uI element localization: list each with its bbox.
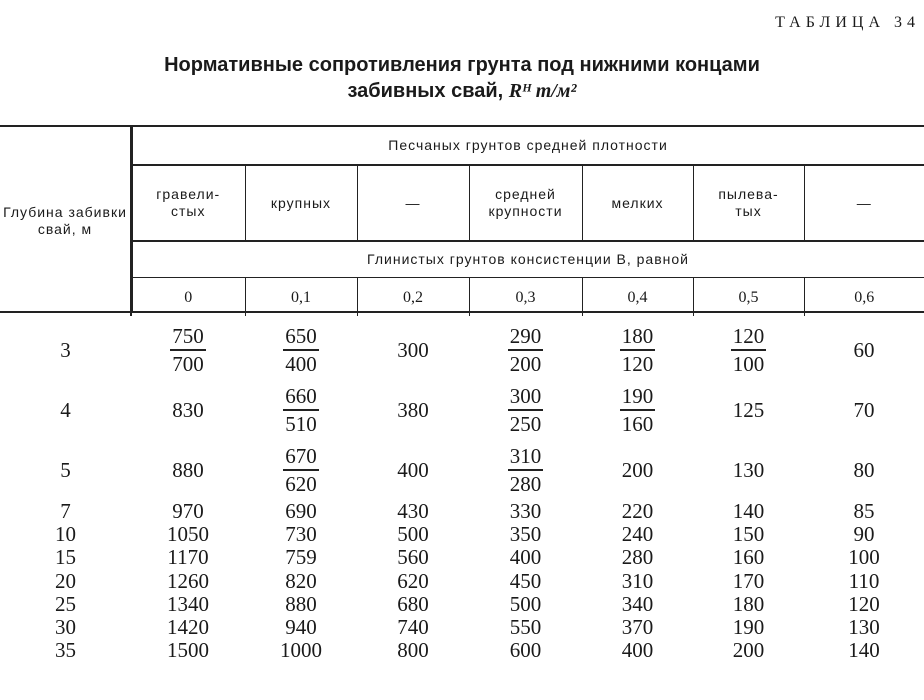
value-cell: 220 xyxy=(621,499,654,524)
fraction-denominator: 100 xyxy=(732,352,765,376)
value-cell: 110 xyxy=(848,568,880,593)
value-cell xyxy=(245,380,357,440)
value-cell: 500 xyxy=(397,522,429,547)
value-cell: 880 xyxy=(285,591,317,616)
fraction-numerator: 310 xyxy=(508,443,544,471)
value-cell: 60 xyxy=(853,337,875,362)
value-cell: 150 xyxy=(732,522,765,547)
value-cell: 800 xyxy=(397,638,429,663)
fraction-numerator: 650 xyxy=(283,323,319,351)
sand-type-header: средней крупности xyxy=(469,165,582,241)
value-cell: 370 xyxy=(621,615,654,640)
table-row xyxy=(0,440,924,500)
depth-cell: 3 xyxy=(60,337,71,362)
value-cell: 1000 xyxy=(280,638,322,663)
depth-column-header: Глубина забивки свай, м xyxy=(0,126,131,316)
depth-cell: 7 xyxy=(60,499,71,524)
fraction-value xyxy=(620,383,656,437)
value-cell: 560 xyxy=(397,545,429,570)
value-cell xyxy=(582,316,693,380)
value-cell: 125 xyxy=(732,397,765,422)
value-cell: 160 xyxy=(732,545,765,570)
table-number-label: ТАБЛИЦА 34 xyxy=(775,14,920,31)
value-cell: 1420 xyxy=(167,615,209,640)
fraction-numerator: 120 xyxy=(731,323,767,351)
sand-types-row xyxy=(0,165,924,241)
value-cell: 1260 xyxy=(167,568,209,593)
sand-type-header: мелких xyxy=(582,165,693,241)
fraction-denominator: 250 xyxy=(509,412,542,436)
fraction-denominator: 160 xyxy=(621,412,654,436)
fraction-numerator: 670 xyxy=(283,443,319,471)
value-cell: 100 xyxy=(848,545,880,570)
fraction-numerator: 750 xyxy=(170,323,206,351)
value-cell: 550 xyxy=(509,615,542,640)
value-cell: 340 xyxy=(621,591,654,616)
value-cell: 820 xyxy=(285,568,317,593)
value-cell: 130 xyxy=(732,457,765,482)
title-symbol: Rᴴ т/м² xyxy=(508,80,577,102)
value-cell: 400 xyxy=(509,545,542,570)
value-cell: 1500 xyxy=(167,638,209,663)
value-cell: 759 xyxy=(285,545,317,570)
value-cell: 85 xyxy=(853,499,875,524)
value-cell: 970 xyxy=(172,499,204,524)
fraction-denominator: 510 xyxy=(285,412,317,436)
sand-type-header: гравели- стых xyxy=(131,165,245,241)
value-cell: 880 xyxy=(172,457,204,482)
value-cell: 170 xyxy=(732,568,765,593)
value-cell: 600 xyxy=(509,638,542,663)
value-cell: 500 xyxy=(509,591,542,616)
value-cell: 310 xyxy=(621,568,654,593)
value-cell xyxy=(582,380,693,440)
value-cell xyxy=(469,316,582,380)
value-cell: 400 xyxy=(397,457,429,482)
value-cell: 1170 xyxy=(167,545,209,570)
clay-soils-header: Глинистых грунтов консистенции B, равной xyxy=(367,251,689,267)
depth-cell: 25 xyxy=(55,591,76,616)
fraction-numerator: 290 xyxy=(508,323,544,351)
value-cell xyxy=(131,316,245,380)
value-cell: 730 xyxy=(285,522,317,547)
value-cell: 740 xyxy=(397,615,429,640)
table-row xyxy=(0,500,924,523)
fraction-value xyxy=(731,323,767,377)
value-cell: 620 xyxy=(397,568,429,593)
fraction-denominator: 620 xyxy=(285,472,317,496)
value-cell: 450 xyxy=(509,568,542,593)
table-row xyxy=(0,546,924,569)
consistency-value: 0,5 xyxy=(693,278,804,317)
fraction-value xyxy=(283,383,319,437)
consistency-value: 0,1 xyxy=(245,278,357,317)
sand-type-header: — xyxy=(357,165,469,241)
fraction-denominator: 700 xyxy=(172,352,204,376)
table-row xyxy=(0,523,924,546)
table-row xyxy=(0,570,924,593)
sand-type-header: крупных xyxy=(245,165,357,241)
fraction-value xyxy=(283,443,319,497)
value-cell: 940 xyxy=(285,615,317,640)
value-cell: 280 xyxy=(621,545,654,570)
fraction-numerator: 180 xyxy=(620,323,656,351)
value-cell: 400 xyxy=(621,638,654,663)
value-cell: 190 xyxy=(732,615,765,640)
fraction-numerator: 190 xyxy=(620,383,656,411)
title-line-2 xyxy=(0,78,924,104)
consistency-value: 0,6 xyxy=(854,288,875,306)
value-cell: 70 xyxy=(853,397,875,422)
depth-cell: 5 xyxy=(60,457,71,482)
value-cell: 180 xyxy=(732,591,765,616)
value-cell: 80 xyxy=(853,457,875,482)
sand-soils-header: Песчаных грунтов средней плотности xyxy=(131,126,924,165)
value-cell: 1340 xyxy=(167,591,209,616)
value-cell: 120 xyxy=(848,591,880,616)
depth-cell: 30 xyxy=(55,615,76,640)
value-cell xyxy=(469,380,582,440)
value-cell: 690 xyxy=(285,499,317,524)
consistency-value: 0,2 xyxy=(357,278,469,317)
value-cell: 300 xyxy=(397,337,429,362)
value-cell xyxy=(469,440,582,500)
table-title xyxy=(0,52,924,104)
value-cell: 1050 xyxy=(167,522,209,547)
depth-cell: 10 xyxy=(55,522,76,547)
fraction-denominator: 280 xyxy=(509,472,542,496)
value-cell: 130 xyxy=(848,615,880,640)
value-cell: 350 xyxy=(509,522,542,547)
depth-cell: 15 xyxy=(55,545,76,570)
value-cell: 140 xyxy=(732,499,765,524)
fraction-value xyxy=(620,323,656,377)
table-row xyxy=(0,593,924,616)
title-line-2-text: забивных свай, xyxy=(347,80,504,102)
sand-type-header: — xyxy=(804,165,924,241)
table-row xyxy=(0,616,924,639)
fraction-value xyxy=(283,323,319,377)
soil-resistance-table xyxy=(0,126,924,662)
fraction-value xyxy=(508,323,544,377)
value-cell: 680 xyxy=(397,591,429,616)
value-cell: 330 xyxy=(509,499,542,524)
fraction-value xyxy=(508,383,544,437)
title-line-1: Нормативные сопротивления грунта под нижними концами xyxy=(164,54,760,76)
fraction-denominator: 120 xyxy=(621,352,654,376)
value-cell: 240 xyxy=(621,522,654,547)
value-cell xyxy=(245,316,357,380)
fraction-denominator: 400 xyxy=(285,352,317,376)
table-header xyxy=(0,126,924,316)
table-row xyxy=(0,316,924,380)
consistency-value: 0,4 xyxy=(582,278,693,317)
fraction-denominator: 200 xyxy=(509,352,542,376)
consistency-value: 0,3 xyxy=(469,278,582,317)
table-body xyxy=(0,316,924,662)
depth-cell: 4 xyxy=(60,397,71,422)
value-cell xyxy=(245,440,357,500)
value-cell xyxy=(693,316,804,380)
value-cell: 430 xyxy=(397,499,429,524)
value-cell: 830 xyxy=(172,397,204,422)
fraction-numerator: 300 xyxy=(508,383,544,411)
value-cell: 380 xyxy=(397,397,429,422)
fraction-numerator: 660 xyxy=(283,383,319,411)
fraction-value xyxy=(170,323,206,377)
fraction-value xyxy=(508,443,544,497)
consistency-row xyxy=(0,278,924,317)
value-cell: 140 xyxy=(848,638,880,663)
table-row xyxy=(0,639,924,662)
value-cell: 200 xyxy=(621,457,654,482)
sand-type-header: пылева- тых xyxy=(693,165,804,241)
depth-cell: 20 xyxy=(55,568,76,593)
table-row xyxy=(0,380,924,440)
value-cell: 90 xyxy=(853,522,875,547)
value-cell: 200 xyxy=(732,638,765,663)
depth-cell: 35 xyxy=(55,638,76,663)
consistency-value: 0 xyxy=(131,278,245,317)
